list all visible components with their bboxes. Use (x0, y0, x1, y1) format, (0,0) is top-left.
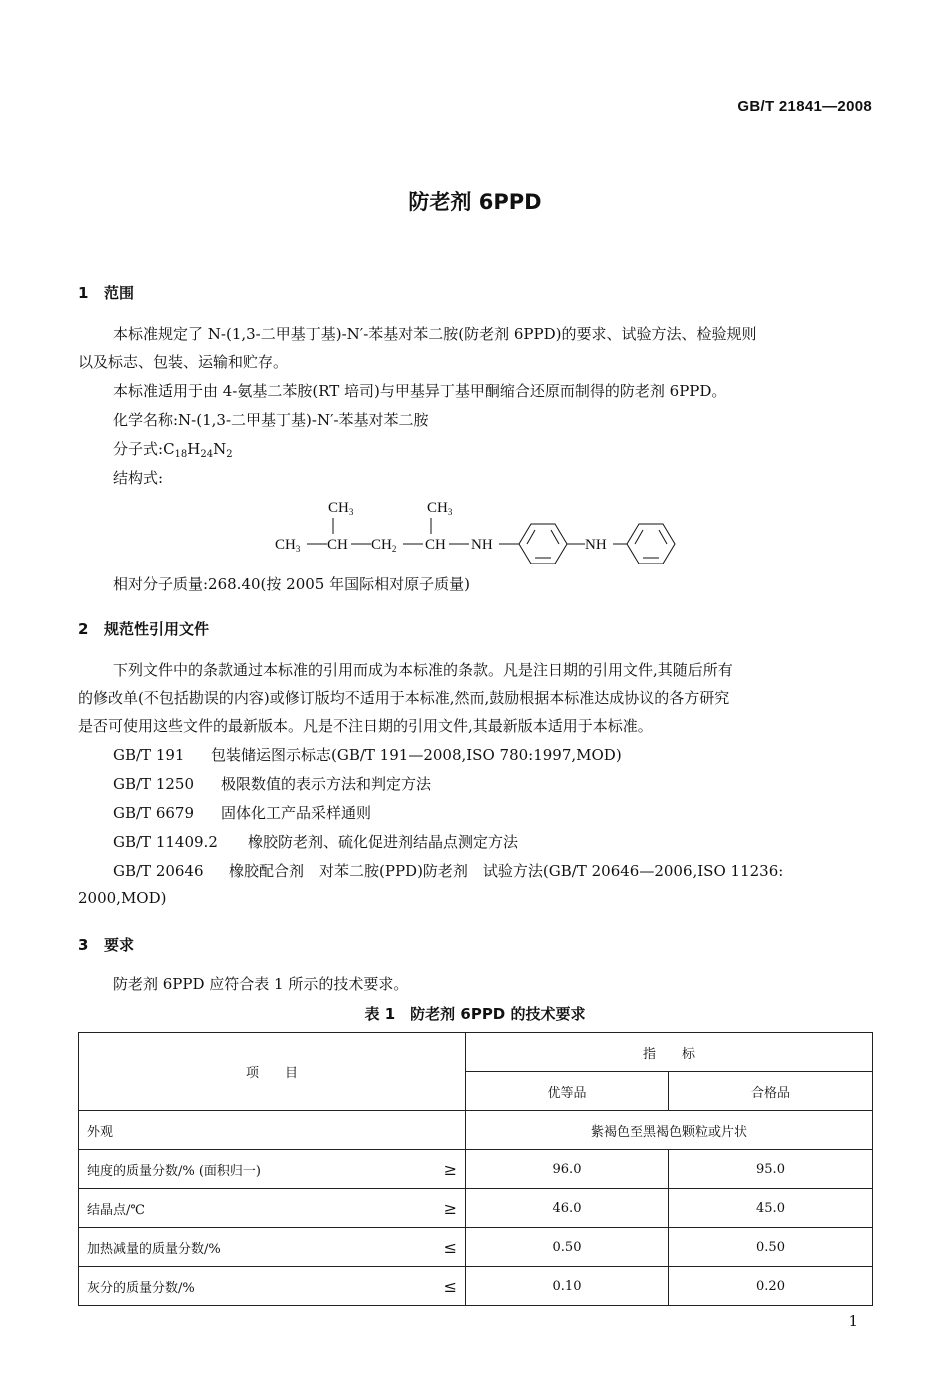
benzene-ring-para (519, 524, 567, 564)
table-row (79, 1111, 873, 1150)
table-row (79, 1189, 873, 1228)
row-item-cell (79, 1189, 466, 1228)
section-title: 要求 (104, 936, 135, 954)
row-merged-value: 紫褐色至黑褐色颗粒或片状 (466, 1111, 873, 1150)
reference-code: GB/T 191 (113, 746, 185, 764)
reference-item (113, 773, 431, 794)
amine-nh-1: NH (471, 537, 493, 553)
row-item: 纯度的质量分数/% (面积归一) (87, 1163, 262, 1179)
table-header-row (79, 1033, 873, 1072)
normative-para-line3: 是否可使用这些文件的最新版本。凡是不注日期的引用文件,其最新版本适用于本标准。 (78, 717, 653, 735)
amine-nh-2: NH (585, 537, 607, 553)
formula-c-count: 18 (174, 449, 188, 460)
row-item: 外观 (79, 1111, 466, 1150)
header-item: 项 目 (79, 1033, 466, 1111)
row-value-qualified: 45.0 (669, 1189, 873, 1228)
row-value-qualified: 95.0 (669, 1150, 873, 1189)
reference-title: 固体化工产品采样通则 (221, 804, 372, 822)
reference-code: GB/T 6679 (113, 804, 195, 822)
chain-ch2: $CH_2$ (371, 537, 397, 554)
methyl-group-1: $CH_3$ (328, 500, 354, 517)
reference-title: 橡胶防老剂、硫化促进剂结晶点测定方法 (248, 833, 519, 851)
section-number: 1 (78, 284, 89, 302)
chain-ch-2: CH (425, 537, 446, 553)
section-3-heading (78, 934, 134, 955)
comparison-symbol: ≤ (443, 1276, 457, 1296)
section-title: 规范性引用文件 (104, 620, 210, 638)
comparison-symbol: ≥ (443, 1198, 457, 1218)
formula-n: N (213, 440, 227, 458)
molecular-mass: 相对分子质量:268.40(按 2005 年国际相对原子质量) (113, 575, 470, 593)
row-value-premium: 96.0 (466, 1150, 669, 1189)
normative-para-line1: 下列文件中的条款通过本标准的引用而成为本标准的条款。凡是注日期的引用文件,其随后所有 (113, 661, 733, 679)
structural-formula (265, 494, 685, 564)
formula-label: 分子式: (113, 440, 164, 458)
section-1-heading (78, 282, 134, 303)
formula-h: H (187, 440, 201, 458)
row-item-cell (79, 1228, 466, 1267)
standard-code: GB/T 21841—2008 (737, 98, 872, 115)
benzene-ring-phenyl (627, 524, 675, 564)
section-number: 2 (78, 620, 89, 638)
methyl-group-2: $CH_3$ (427, 500, 453, 517)
header-premium: 优等品 (466, 1072, 669, 1111)
reference-title: 包装储运图示标志(GB/T 191—2008,ISO 780:1997,MOD) (211, 746, 622, 764)
row-value-premium: 0.10 (466, 1267, 669, 1306)
section-number: 3 (78, 936, 89, 954)
reference-item (113, 744, 622, 765)
reference-code: GB/T 11409.2 (113, 833, 218, 851)
reference-title: 橡胶配合剂 对苯二胺(PPD)防老剂 试验方法(GB/T 20646—2006,ISO 11236: (229, 862, 784, 880)
reference-item (113, 802, 371, 823)
reference-title: 极限数值的表示方法和判定方法 (221, 775, 432, 793)
table-caption: 表 1 防老剂 6PPD 的技术要求 (364, 1005, 586, 1023)
row-item: 结晶点/℃ (87, 1202, 145, 1218)
formula-n-count: 2 (226, 449, 233, 460)
page-number: 1 (848, 1312, 858, 1330)
comparison-symbol: ≥ (443, 1159, 457, 1179)
row-item: 灰分的质量分数/% (87, 1280, 195, 1296)
scope-para1-line2: 以及标志、包装、运输和贮存。 (78, 353, 289, 371)
requirements-para: 防老剂 6PPD 应符合表 1 所示的技术要求。 (113, 975, 409, 993)
row-item: 加热减量的质量分数/% (87, 1241, 221, 1257)
reference-item (113, 860, 783, 881)
formula-h-count: 24 (200, 449, 214, 460)
header-qualified: 合格品 (669, 1072, 873, 1111)
row-value-premium: 0.50 (466, 1228, 669, 1267)
table-row (79, 1267, 873, 1306)
table-row (79, 1228, 873, 1267)
reference-continuation: 2000,MOD) (78, 889, 167, 907)
table-row (79, 1150, 873, 1189)
chemical-name: 化学名称:N-(1,3-二甲基丁基)-N′-苯基对苯二胺 (113, 411, 429, 429)
chain-ch3: $CH_3$ (275, 537, 301, 554)
scope-para1-line1: 本标准规定了 N-(1,3-二甲基丁基)-N′-苯基对苯二胺(防老剂 6PPD)的要求、试验方法、检验规则 (113, 325, 757, 343)
comparison-symbol: ≤ (443, 1237, 457, 1257)
reference-item (113, 831, 518, 852)
spec-table (78, 1032, 873, 1306)
reference-code: GB/T 20646 (113, 862, 204, 880)
scope-para2: 本标准适用于由 4-氨基二苯胺(RT 培司)与甲基异丁基甲酮缩合还原而制得的防老剂 6PPD。 (113, 382, 727, 400)
row-value-qualified: 0.20 (669, 1267, 873, 1306)
section-2-heading (78, 618, 209, 639)
reference-code: GB/T 1250 (113, 775, 195, 793)
row-item-cell (79, 1267, 466, 1306)
header-index: 指 标 (466, 1033, 873, 1072)
page-title: 防老剂 6PPD (408, 190, 542, 214)
row-value-qualified: 0.50 (669, 1228, 873, 1267)
chain-ch-1: CH (327, 537, 348, 553)
section-title: 范围 (104, 284, 135, 302)
row-item-cell (79, 1150, 466, 1189)
formula-c: C (163, 440, 175, 458)
structure-label: 结构式: (113, 469, 164, 487)
row-value-premium: 46.0 (466, 1189, 669, 1228)
normative-para-line2: 的修改单(不包括勘误的内容)或修订版均不适用于本标准,然而,鼓励根据本标准达成协议的各方研究 (78, 689, 730, 707)
